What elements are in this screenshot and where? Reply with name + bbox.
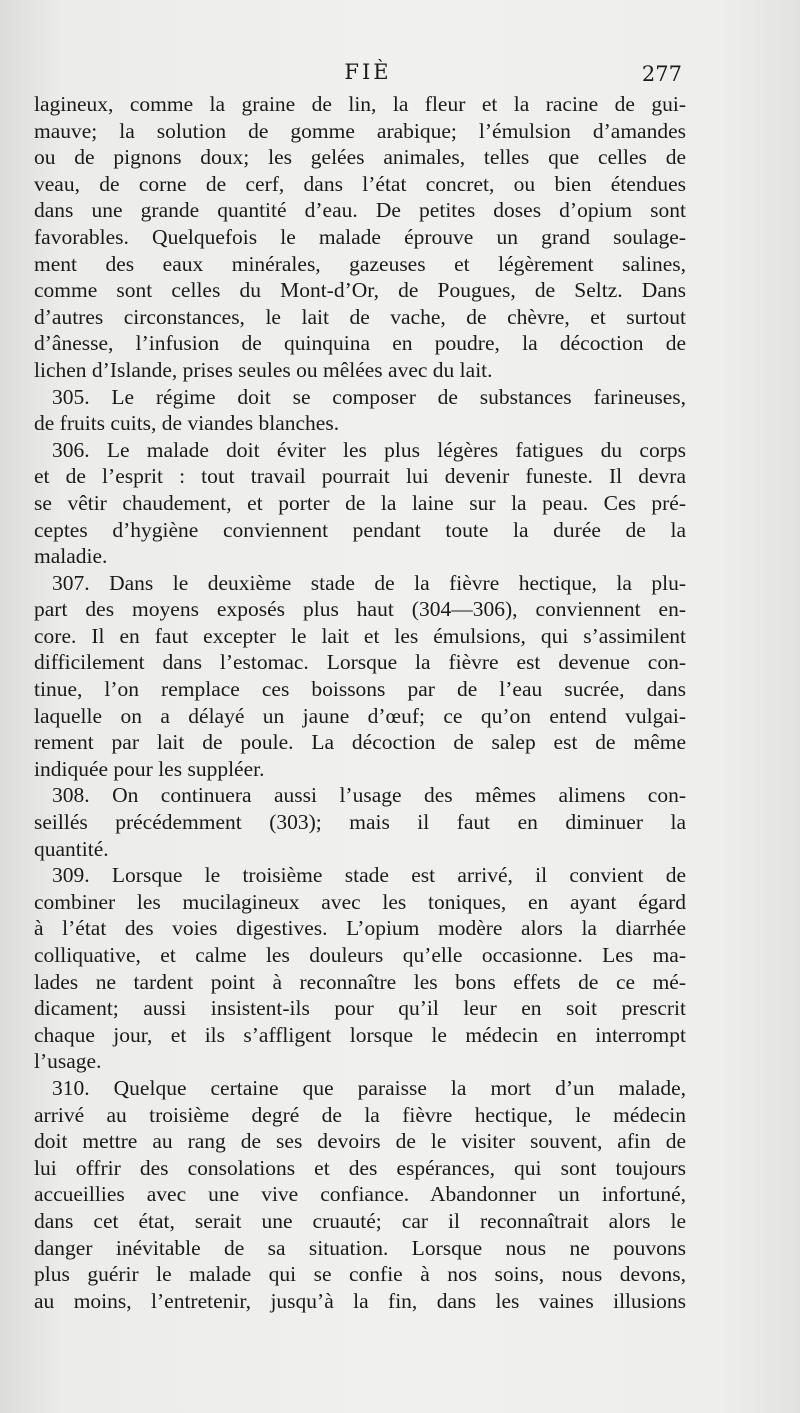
text-line: dicament; aussi insistent-ils pour qu’il leur en soit prescrit — [34, 996, 686, 1021]
text-line: danger inévitable de sa situation. Lorsque nous ne pouvons — [34, 1235, 686, 1260]
text-line: lichen d’Islande, prises seules ou mêlées avec du lait. — [34, 357, 493, 382]
text-line: dans cet état, serait une cruauté; car il reconnaîtrait alors le — [34, 1208, 686, 1233]
text-line: à l’état des voies digestives. L’opium modère alors la diarrhée — [34, 916, 686, 941]
text-line: accueillies avec une vive confiance. Abandonner un infortuné, — [34, 1182, 686, 1207]
text-line: dans une grande quantité d’eau. De petites doses d’opium sont — [34, 198, 686, 223]
text-line: tinue, l’on remplace ces boissons par de l’eau sucrée, dans — [34, 677, 686, 702]
text-line: 310. Quelque certaine que paraisse la mort d’un malade, — [52, 1075, 686, 1100]
text-line: 309. Lorsque le troisième stade est arrivé, il convient de — [52, 863, 686, 888]
text-line: core. Il en faut excepter le lait et les émulsions, qui s’assimilent — [34, 623, 686, 648]
text-line: mauve; la solution de gomme arabique; l’émulsion d’amandes — [34, 118, 686, 143]
text-line: ment des eaux minérales, gazeuses et légèrement salines, — [34, 251, 686, 276]
text-line: de fruits cuits, de viandes blanches. — [34, 411, 340, 436]
page-number: 277 — [641, 62, 682, 86]
text-line: et de l’esprit : tout travail pourrait lui devenir funeste. Il devra — [34, 464, 686, 489]
text-line: chaque jour, et ils s’affligent lorsque le médecin en interrompt — [34, 1022, 686, 1047]
text-line: lagineux, comme la graine de lin, la fleur et la racine de gui- — [34, 92, 686, 116]
text-line: doit mettre au rang de ses devoirs de le visiter souvent, afin de — [34, 1129, 686, 1154]
text-line: maladie. — [34, 544, 108, 569]
text-line: lades ne tardent point à reconnaître les bons effets de ce mé- — [34, 969, 686, 994]
text-line: rement par lait de poule. La décoction de salep est de même — [34, 730, 686, 755]
text-line: arrivé au troisième degré de la fièvre hectique, le médecin — [34, 1102, 686, 1127]
text-line: lui offrir des consolations et des espérances, qui sont toujours — [34, 1155, 686, 1180]
text-line: 307. Dans le deuxième stade de la fièvre hectique, la plu- — [52, 570, 686, 595]
text-line: l’usage. — [34, 1049, 102, 1074]
page-header — [0, 60, 800, 90]
text-line: se vêtir chaudement, et porter de la laine sur la peau. Ces pré- — [34, 490, 686, 515]
text-line: part des moyens exposés plus haut (304—306), conviennent en- — [34, 597, 686, 622]
body-text — [34, 91, 686, 1314]
text-line: colliquative, et calme les douleurs qu’elle occasionne. Les ma- — [34, 943, 686, 967]
text-line: ou de pignons doux; les gelées animales, telles que celles de — [34, 145, 686, 170]
text-line: 305. Le régime doit se composer de substances farineuses, — [52, 384, 686, 409]
text-line: quantité. — [34, 836, 109, 861]
running-head: FIÈ — [344, 60, 392, 84]
text-line: combiner les mucilagineux avec les toniques, en ayant égard — [34, 889, 686, 914]
text-line: favorables. Quelquefois le malade éprouve un grand soulage- — [34, 224, 686, 249]
text-line: plus guérir le malade qui se confie à nos soins, nous devons, — [34, 1262, 686, 1287]
text-line: indiquée pour les suppléer. — [34, 756, 265, 781]
text-line: comme sont celles du Mont-d’Or, de Pougues, de Seltz. Dans — [34, 278, 686, 303]
text-line: 308. On continuera aussi l’usage des mêmes alimens con- — [52, 783, 686, 808]
text-line: au moins, l’entretenir, jusqu’à la fin, dans les vaines illusions — [34, 1288, 686, 1313]
text-line: d’autres circonstances, le lait de vache, de chèvre, et surtout — [34, 304, 686, 329]
text-line: 306. Le malade doit éviter les plus légères fatigues du corps — [52, 437, 686, 462]
text-line: d’ânesse, l’infusion de quinquina en poudre, la décoction de — [34, 331, 686, 356]
text-line: ceptes d’hygiène conviennent pendant toute la durée de la — [34, 517, 686, 542]
text-line: laquelle on a délayé un jaune d’œuf; ce qu’on entend vulgai- — [34, 703, 686, 728]
text-line: veau, de corne de cerf, dans l’état concret, ou bien étendues — [34, 171, 686, 196]
text-line: seillés précédemment (303); mais il faut en diminuer la — [34, 810, 686, 835]
text-line: difficilement dans l’estomac. Lorsque la fièvre est devenue con- — [34, 650, 686, 675]
